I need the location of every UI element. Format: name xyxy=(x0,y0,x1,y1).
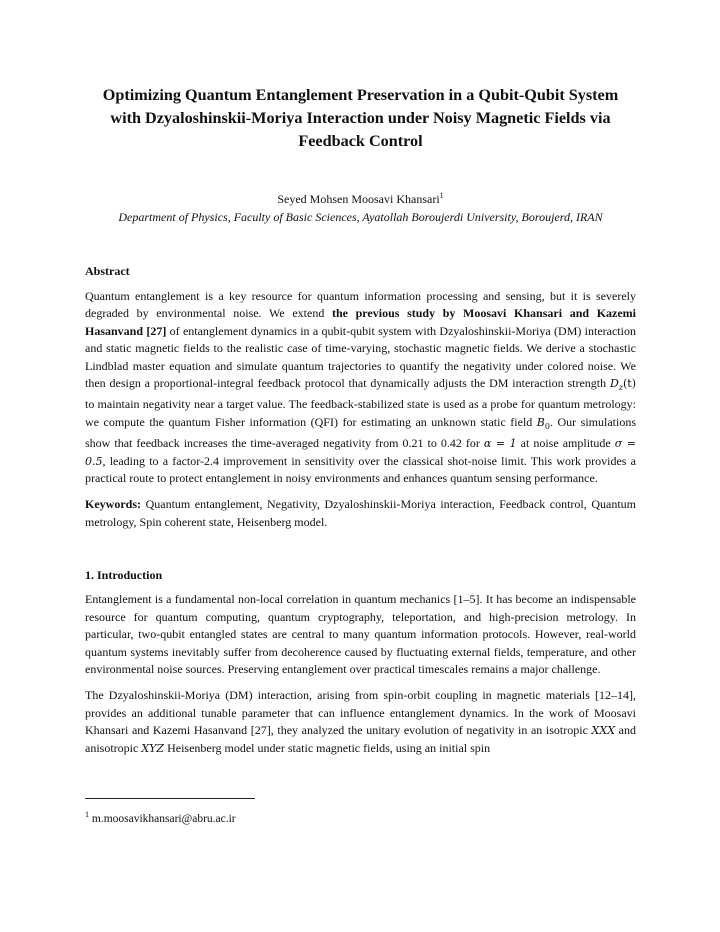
intro-heading: 1. Introduction xyxy=(85,568,163,583)
affiliation: Department of Physics, Faculty of Basic Sciences, Ayatollah Boroujerdi University, Boroujerd, IRAN xyxy=(118,210,603,224)
footnote xyxy=(85,808,236,826)
abstract-text: of entanglement dynamics in a qubit-qubit system with Dzyaloshinskii-Moriya (DM) interaction and static magnetic fields to the realistic case of time-varying, stochastic magnetic fields. We derive a stochastic Lindblad master equation and simulate quantum trajectories to quantify the negativity under colored noise. We then design a proportional-integral feedback protocol that dynamically adjusts the DM interaction strength xyxy=(85,323,636,391)
abstract-text: to maintain negativity near a target value. The feedback-stabilized state is used as a probe for quantum metrology: we compute the quantum Fisher information (QFI) for estimating an unknown static field xyxy=(85,397,636,429)
math-sigma: σ = 0.5 xyxy=(85,437,636,468)
footnote-email: m.moosavikhansari@abru.ac.ir xyxy=(89,813,236,825)
author-name: Seyed Mohsen Moosavi Khansari xyxy=(277,192,440,206)
keywords xyxy=(85,496,636,531)
abstract-citation: the previous study by Moosavi Khansari and Kazemi Hasanvand [27] xyxy=(85,306,637,338)
abstract-text: , leading to a factor-2.4 improvement in sensitivity over the classical shot-noise limit. This work provides a practical route to protect entanglement in noisy environments and enhances quantum sensing performance. xyxy=(85,453,636,486)
footnote-divider xyxy=(85,798,255,799)
math-alpha: α = 1 xyxy=(483,437,517,451)
title-line: Feedback Control xyxy=(298,132,423,150)
footnote-mark: 1 xyxy=(85,810,89,819)
intro-paragraph-1: Entanglement is a fundamental non-local correlation in quantum mechanics [1–5]. It has become an indispensable resource for quantum computing, quantum cryptography, teleportation, and high-precision metrology. In particular, two-qubit entangled states are central to many quantum information protocols. However, real-world quantum systems inevitably suffer from decoherence caused by fluctuating external fields, temperature, and other environmental noise sources. Preserving entanglement over practical timescales remains a major challenge. xyxy=(85,592,636,676)
abstract-text: at noise amplitude xyxy=(516,436,615,451)
math-xxx: XXX xyxy=(591,724,616,738)
title-line: Optimizing Quantum Entanglement Preservation in a Qubit-Qubit System xyxy=(102,86,619,104)
math-b0: $B_0$ xyxy=(536,415,550,431)
title-line: with Dzyaloshinskii-Moriya Interaction under Noisy Magnetic Fields via xyxy=(110,109,611,127)
author-line xyxy=(85,188,636,207)
abstract-text: . Our simulations show that feedback increases the time-averaged negativity from 0.21 to 0.42 for xyxy=(85,414,636,451)
keywords-text: Quantum entanglement, Negativity, Dzyaloshinskii-Moriya interaction, Feedback control, Quantum metrology, Spin coherent state, Heisenberg model. xyxy=(85,497,636,529)
abstract-text: Quantum entanglement is a key resource for quantum information processing and sensing, but it is severely degraded by environmental noise. We extend xyxy=(85,289,636,321)
math-xyz: XYZ xyxy=(141,741,165,755)
paper-title xyxy=(85,84,636,153)
abstract-heading: Abstract xyxy=(85,264,130,278)
math-dz: $D_z(t)$ xyxy=(609,377,636,393)
intro-paragraph-2: The Dzyaloshinskii-Moriya (DM) interaction, arising from spin-orbit coupling in magnetic materials [12–14], provides an additional tunable parameter that can influence entanglement dynamics. In the work of Moosavi Khansari and Kazemi Hasanvand [27], they analyzed the unitary evolution of negativity in an isotropic XXX and anisotropic XYZ Heisenberg model under static magnetic fields, using an initial spin xyxy=(85,688,636,755)
keywords-label: Keywords: xyxy=(85,497,141,512)
page-content xyxy=(85,84,636,757)
abstract-body xyxy=(85,288,636,487)
footnote-marker: 1 xyxy=(439,191,444,200)
